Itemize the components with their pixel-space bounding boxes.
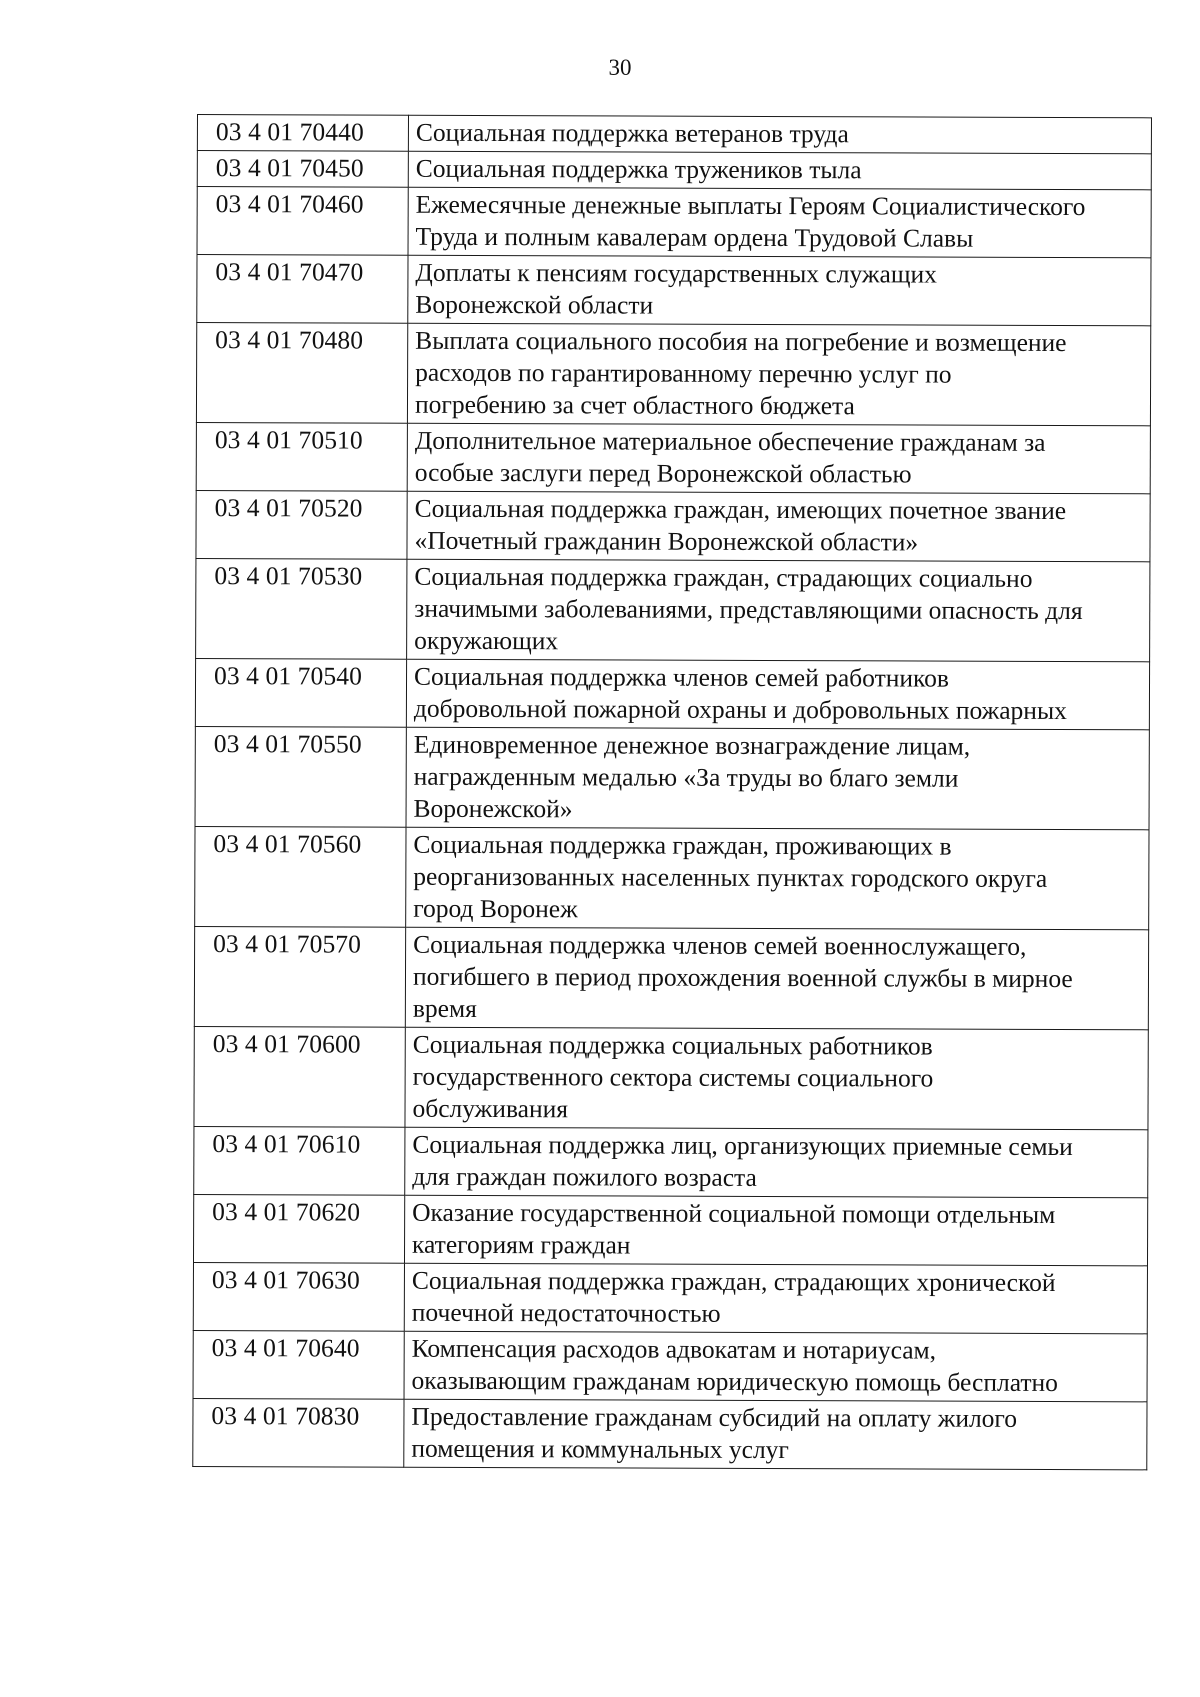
description-line: оказывающим гражданам юридическую помощь бесплатно <box>411 1365 1058 1398</box>
description-line: для граждан пожилого возраста <box>412 1161 757 1192</box>
table-row <box>194 1126 1148 1197</box>
budget-code-cell: 03 4 01 70830 <box>193 1398 404 1467</box>
description-line: Социальная поддержка граждан, страдающих социально <box>414 561 1033 593</box>
description-line: Единовременное денежное вознаграждение лицам, <box>413 729 971 761</box>
table-row <box>197 151 1151 190</box>
description-line: Предоставление гражданам субсидий на оплату жилого <box>411 1401 1018 1433</box>
description-line: Компенсация расходов адвокатам и нотариусам, <box>411 1333 937 1365</box>
description-line: Воронежской» <box>413 793 573 824</box>
description-line: Ежемесячные денежные выплаты Героям Социалистического <box>415 189 1086 222</box>
description-line: добровольной пожарной охраны и добровольных пожарных <box>413 693 1067 726</box>
description-line: обслуживания <box>412 1093 569 1124</box>
description-cell <box>404 1331 1147 1402</box>
budget-code-cell: 03 4 01 70600 <box>194 1026 405 1127</box>
description-line: Социальная поддержка членов семей военнослужащего, <box>413 929 1027 961</box>
description-line: Выплата социального пособия на погребение и возмещение <box>415 325 1067 358</box>
budget-code-cell: 03 4 01 70570 <box>194 926 405 1027</box>
description-cell <box>404 1195 1147 1266</box>
description-cell <box>407 491 1150 562</box>
description-line: погребению за счет областного бюджета <box>414 389 855 421</box>
budget-code-cell: 03 4 01 70450 <box>197 151 408 188</box>
table-row <box>197 187 1151 258</box>
budget-code-cell: 03 4 01 70540 <box>195 658 406 727</box>
table-row <box>195 726 1149 829</box>
table-row <box>193 1194 1147 1265</box>
description-line: награжденным медалью «За труды во благо земли <box>413 761 959 793</box>
description-cell <box>405 1027 1148 1130</box>
budget-code-cell: 03 4 01 70560 <box>195 826 406 927</box>
description-line: Социальная поддержка граждан, страдающих хронической <box>411 1265 1056 1298</box>
description-line: город Воронеж <box>413 893 578 924</box>
description-cell <box>406 659 1149 730</box>
description-line: категориям граждан <box>412 1229 631 1260</box>
description-line: Дополнительное материальное обеспечение гражданам за <box>414 425 1046 457</box>
table-body <box>193 115 1152 1470</box>
description-line: Социальная поддержка граждан, проживающих в <box>413 829 952 861</box>
table-row <box>193 1398 1147 1469</box>
table-row <box>193 1262 1147 1333</box>
description-cell <box>408 255 1151 326</box>
table-row <box>197 115 1151 154</box>
budget-code-cell: 03 4 01 70550 <box>195 726 406 827</box>
description-cell <box>405 927 1148 1030</box>
description-line: Социальная поддержка членов семей работников <box>413 661 949 693</box>
budget-code-cell: 03 4 01 70610 <box>194 1126 405 1195</box>
table-row <box>197 255 1151 326</box>
description-line: «Почетный гражданин Воронежской области» <box>414 525 919 557</box>
table-row <box>196 490 1150 561</box>
description-line: Социальная поддержка тружеников тыла <box>415 153 862 185</box>
table-row <box>196 558 1150 661</box>
budget-code-cell: 03 4 01 70630 <box>193 1262 404 1331</box>
description-line: Оказание государственной социальной помощи отдельным <box>412 1197 1056 1230</box>
description-cell <box>404 1399 1147 1470</box>
description-line: время <box>412 993 477 1023</box>
description-line: особые заслуги перед Воронежской областью <box>414 457 912 489</box>
budget-code-cell: 03 4 01 70470 <box>197 255 408 324</box>
budget-code-cell: 03 4 01 70520 <box>196 490 407 559</box>
description-cell <box>407 559 1150 662</box>
description-cell <box>404 1263 1147 1334</box>
description-line: расходов по гарантированному перечню услуг по <box>415 357 952 389</box>
description-line: помещения и коммунальных услуг <box>411 1433 789 1465</box>
table-row <box>194 1026 1148 1129</box>
description-line: реорганизованных населенных пунктах городского округа <box>413 861 1048 893</box>
description-line: Социальная поддержка лиц, организующих приемные семьи <box>412 1129 1073 1162</box>
description-line: почечной недостаточностью <box>411 1297 721 1328</box>
description-line: Социальная поддержка ветеранов труда <box>415 117 849 149</box>
budget-code-cell: 03 4 01 70460 <box>197 187 408 256</box>
table-row <box>193 1330 1147 1401</box>
budget-code-cell: 03 4 01 70480 <box>196 323 407 424</box>
budget-code-cell: 03 4 01 70530 <box>196 558 407 659</box>
description-line: значимыми заболеваниями, представляющими опасность для <box>414 593 1083 626</box>
budget-code-cell: 03 4 01 70620 <box>193 1194 404 1263</box>
table-row <box>196 323 1150 426</box>
description-line: Труда и полным кавалерам ордена Трудовой Славы <box>415 221 974 253</box>
description-line: погибшего в период прохождения военной службы в мирное <box>412 961 1073 994</box>
budget-code-cell: 03 4 01 70640 <box>193 1330 404 1399</box>
description-cell <box>406 727 1149 830</box>
description-line: государственного сектора системы социального <box>412 1061 934 1093</box>
description-cell <box>407 423 1150 494</box>
page-number: 30 <box>608 55 632 80</box>
budget-code-table <box>192 114 1152 1470</box>
description-line: Воронежской области <box>415 289 654 320</box>
description-line: окружающих <box>414 625 559 656</box>
budget-code-cell: 03 4 01 70440 <box>197 115 408 152</box>
description-cell <box>408 115 1151 154</box>
table-row <box>194 926 1148 1029</box>
table-row <box>196 422 1150 493</box>
description-cell <box>408 187 1151 258</box>
description-line: Социальная поддержка социальных работников <box>412 1029 933 1061</box>
description-cell <box>406 827 1149 930</box>
description-line: Доплаты к пенсиям государственных служащих <box>415 257 937 289</box>
table-row <box>195 658 1149 729</box>
table-row <box>195 826 1149 929</box>
description-cell <box>408 151 1151 190</box>
description-cell <box>407 323 1150 426</box>
budget-code-cell: 03 4 01 70510 <box>196 422 407 491</box>
description-cell <box>405 1127 1148 1198</box>
description-line: Социальная поддержка граждан, имеющих почетное звание <box>414 493 1067 526</box>
